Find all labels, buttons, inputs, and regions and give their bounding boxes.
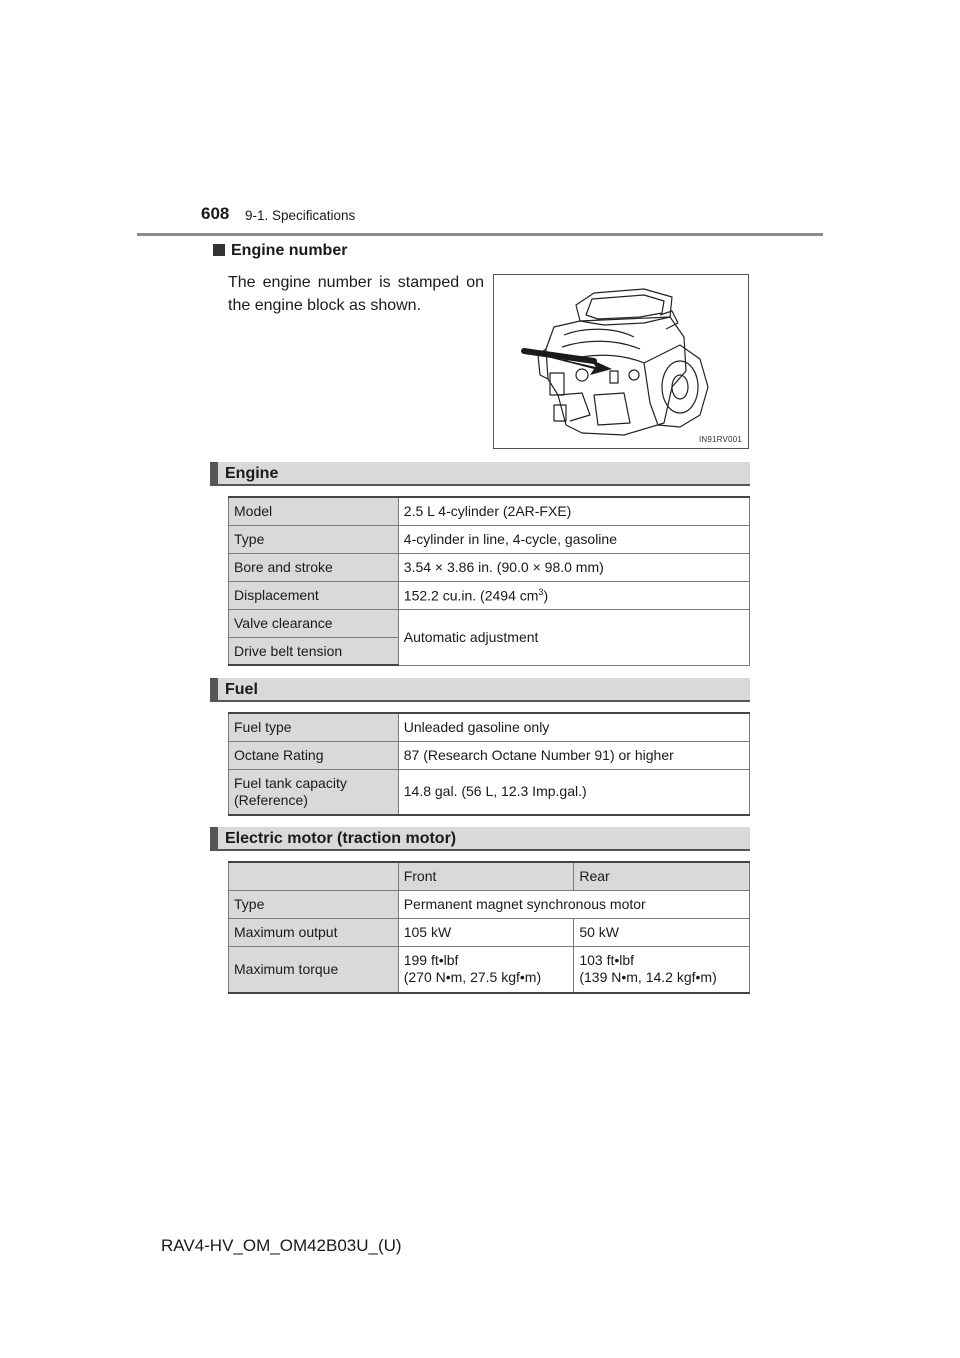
front-value: 105 kW xyxy=(398,918,574,946)
rear-value xyxy=(574,946,750,993)
displacement-value: 152.2 cu.in. (2494 cm xyxy=(403,587,539,604)
rear-value: 50 kW xyxy=(574,918,750,946)
motor-spec-table xyxy=(228,861,750,994)
engine-section-title: Engine xyxy=(225,465,279,482)
column-header-front: Front xyxy=(398,862,574,890)
engine-spec-table xyxy=(228,496,750,666)
superscript: 3 xyxy=(538,586,544,597)
section-bar-edge xyxy=(210,678,218,700)
row-value: 14.8 gal. (56 L, 12.3 Imp.gal.) xyxy=(398,769,749,815)
figure-code: IN91RV001 xyxy=(698,435,742,444)
table-row xyxy=(229,525,750,553)
value-line: 103 ft•lbf xyxy=(579,952,635,969)
row-value: 4-cylinder in line, 4-cycle, gasoline xyxy=(398,525,749,553)
engine-block-drawing xyxy=(494,275,748,448)
section-bar-edge xyxy=(210,827,218,849)
motor-section-title: Electric motor (traction motor) xyxy=(225,830,457,847)
row-label: Type xyxy=(229,525,399,553)
row-value: 2.5 L 4-cylinder (2AR-FXE) xyxy=(398,497,749,525)
row-label: Type xyxy=(229,890,399,918)
row-value: Unleaded gasoline only xyxy=(398,713,749,741)
row-value: Permanent magnet synchronous motor xyxy=(398,890,749,918)
header-divider xyxy=(137,233,823,236)
table-row xyxy=(229,553,750,581)
row-label: Displacement xyxy=(229,581,399,609)
row-value: Automatic adjustment xyxy=(398,609,749,665)
row-value: 3.54 × 3.86 in. (90.0 × 98.0 mm) xyxy=(398,553,749,581)
fuel-section-bar xyxy=(210,678,750,702)
table-row xyxy=(229,741,750,769)
table-row xyxy=(229,890,750,918)
front-value xyxy=(398,946,574,993)
row-value xyxy=(398,581,749,609)
table-row xyxy=(229,918,750,946)
engine-section-bar xyxy=(210,462,750,486)
table-row xyxy=(229,769,750,815)
motor-section-bar xyxy=(210,827,750,851)
document-code: RAV4-HV_OM_OM42B03U_(U) xyxy=(161,1236,402,1255)
row-value: 87 (Research Octane Number 91) or higher xyxy=(398,741,749,769)
table-row xyxy=(229,713,750,741)
row-label: Maximum torque xyxy=(229,946,399,993)
table-row xyxy=(229,946,750,993)
engine-number-description: The engine number is stamped on the engine block as shown. xyxy=(228,274,484,314)
value-line: (270 N•m, 27.5 kgf•m) xyxy=(403,969,542,986)
row-label: Valve clearance xyxy=(229,609,399,637)
engine-illustration xyxy=(493,274,749,449)
table-row xyxy=(229,609,750,637)
row-label: Drive belt tension xyxy=(229,637,399,665)
fuel-spec-table xyxy=(228,712,750,816)
engine-number-heading-text: Engine number xyxy=(231,242,348,259)
column-header-rear: Rear xyxy=(574,862,750,890)
row-label: Fuel type xyxy=(229,713,399,741)
column-header xyxy=(229,862,399,890)
value-line: (139 N•m, 14.2 kgf•m) xyxy=(579,969,717,986)
value-line: 199 ft•lbf xyxy=(403,952,459,969)
row-label: Model xyxy=(229,497,399,525)
row-label-line: Fuel tank capacity xyxy=(234,774,347,791)
table-row xyxy=(229,497,750,525)
row-label: Maximum output xyxy=(229,918,399,946)
row-label xyxy=(229,769,399,815)
fuel-section-title: Fuel xyxy=(225,681,258,698)
row-label: Bore and stroke xyxy=(229,553,399,581)
displacement-close: ) xyxy=(543,587,549,604)
square-bullet-icon xyxy=(213,244,225,256)
table-header-row xyxy=(229,862,750,890)
row-label-line: (Reference) xyxy=(234,791,308,808)
page-number: 608 xyxy=(201,204,230,223)
section-bar-edge xyxy=(210,462,218,484)
table-row xyxy=(229,581,750,609)
engine-number-heading xyxy=(213,242,347,260)
row-label: Octane Rating xyxy=(229,741,399,769)
section-title: 9-1. Specifications xyxy=(245,208,356,223)
